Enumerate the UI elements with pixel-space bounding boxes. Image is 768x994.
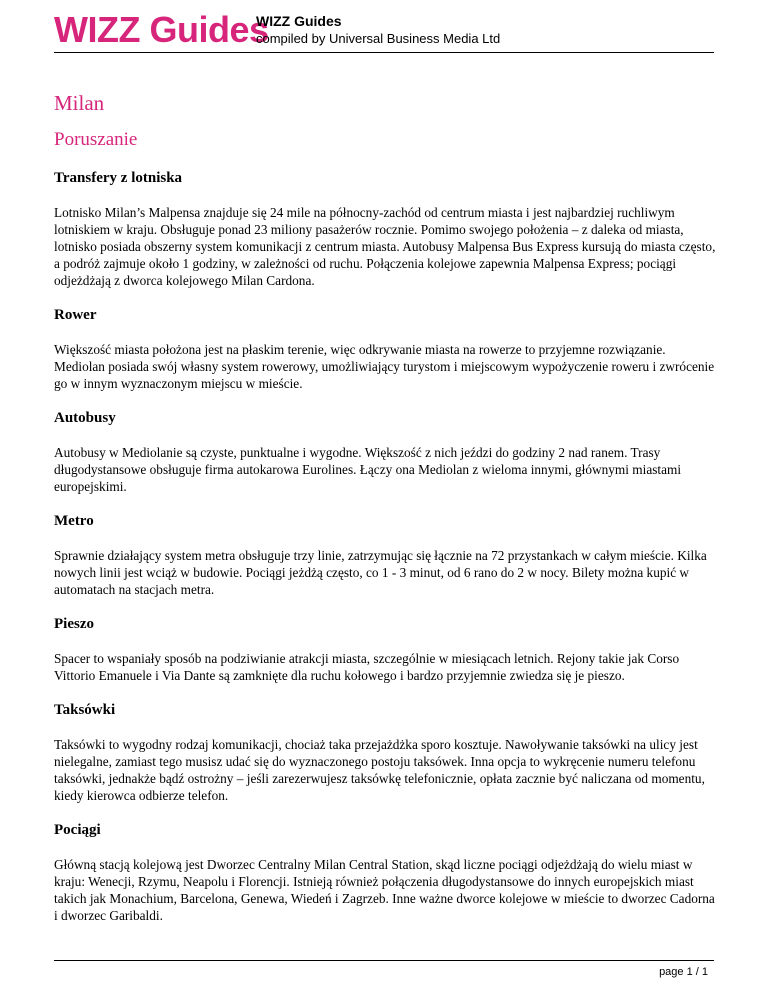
footer-divider	[54, 960, 714, 961]
section-walking	[54, 614, 716, 684]
section-bicycle	[54, 305, 716, 392]
section-title: Poruszanie	[54, 129, 138, 150]
wizz-guides-logo: WIZZ Guides	[54, 9, 269, 50]
section-paragraph: Główną stacją kolejową jest Dworzec Centralny Milan Central Station, skąd liczne pociągi odjeżdżają do wielu miast w kraju: Wenecji, Rzymu, Neapolu i Florencji. Istnieją również połączenia długodystansowe do innych europejskich miast takich jak Monachium, Barcelona, Genewa, Wiedeń i Zagrzeb. Inne ważne dworce kolejowe w mieście to dworzec Cadorna i dworzec Garibaldi.	[54, 857, 715, 923]
section-heading: Pociągi	[54, 822, 101, 838]
section-paragraph: Autobusy w Mediolanie są czyste, punktualne i wygodne. Większość z nich jeździ do godziny 2 nad ranem. Trasy długodystansowe obsługuje firma autokarowa Eurolines. Łączy ona Mediolan z wieloma innymi, głównymi miastami europejskimi.	[54, 445, 682, 494]
header-title: WIZZ Guides	[256, 13, 342, 29]
header-divider	[54, 52, 714, 53]
page-title: Milan	[54, 91, 105, 115]
section-metro	[54, 511, 716, 598]
section-heading: Autobusy	[54, 410, 116, 426]
section-paragraph: Taksówki to wygodny rodzaj komunikacji, chociaż taka przejażdżka sporo kosztuje. Nawoływanie taksówki na ulicy jest nielegalne, zamiast tego musisz udać się do wyznaczonego postoju taksówek. Inna opcja to wykręcenie numeru telefonu taksówki, jednakże bądź ostrożny – jeśli zarezerwujesz taksówkę telefonicznie, opłata zacznie być naliczana od momentu, kiedy kierowca odbierze telefon.	[54, 737, 705, 803]
document-body	[54, 90, 716, 940]
section-buses	[54, 408, 716, 495]
header-text	[256, 13, 500, 47]
section-paragraph: Lotnisko Milan’s Malpensa znajduje się 24 mile na północny-zachód od centrum miasta i jest najbardziej ruchliwym lotniskiem w kraju. Obsługuje ponad 23 miliony pasażerów rocznie. Pomimo swojego położenia – z daleka od miasta, lotnisko posiada obszerny system komunikacji z centrum miasta. Autobusy Malpensa Bus Express kursują do miasta często, a podróż zajmuje około 1 godziny, w zależności od ruchu. Połączenia kolejowe zapewnia Malpensa Express; pociągi odjeżdżają z dworca kolejowego Milan Cardona.	[54, 205, 716, 288]
section-heading: Rower	[54, 307, 97, 323]
section-paragraph: Spacer to wspaniały sposób na podziwianie atrakcji miasta, szczególnie w miesiącach letnich. Rejony takie jak Corso Vittorio Emanuele i Via Dante są zamknięte dla ruchu kołowego i bardzo przyjemnie zwiedza się je pieszo.	[54, 651, 680, 683]
section-heading: Metro	[54, 513, 94, 529]
page-number: page 1 / 1	[659, 966, 708, 978]
section-heading: Pieszo	[54, 616, 94, 632]
section-airport-transfers	[54, 168, 716, 289]
header-subtitle: compiled by Universal Business Media Ltd	[256, 31, 501, 46]
section-paragraph: Sprawnie działający system metra obsługuje trzy linie, zatrzymując się łącznie na 72 przystankach w całym mieście. Kilka nowych linii jest wciąż w budowie. Pociągi jeżdżą często, co 1 - 3 minut, od 6 rano do 2 w nocy. Bilety można kupić w automatach na stacjach metra.	[54, 548, 707, 597]
section-trains	[54, 820, 716, 924]
section-paragraph: Większość miasta położona jest na płaskim terenie, więc odkrywanie miasta na rowerze to przyjemne rozwiązanie. Mediolan posiada swój własny system rowerowy, umożliwiający turystom i miejscowym wypożyczenie roweru i zwrócenie go w innym wyznaczonym miejscu w mieście.	[54, 342, 715, 391]
section-heading: Transfery z lotniska	[54, 170, 183, 186]
section-taxis	[54, 700, 716, 804]
section-heading: Taksówki	[54, 702, 116, 718]
page-header	[54, 10, 714, 52]
